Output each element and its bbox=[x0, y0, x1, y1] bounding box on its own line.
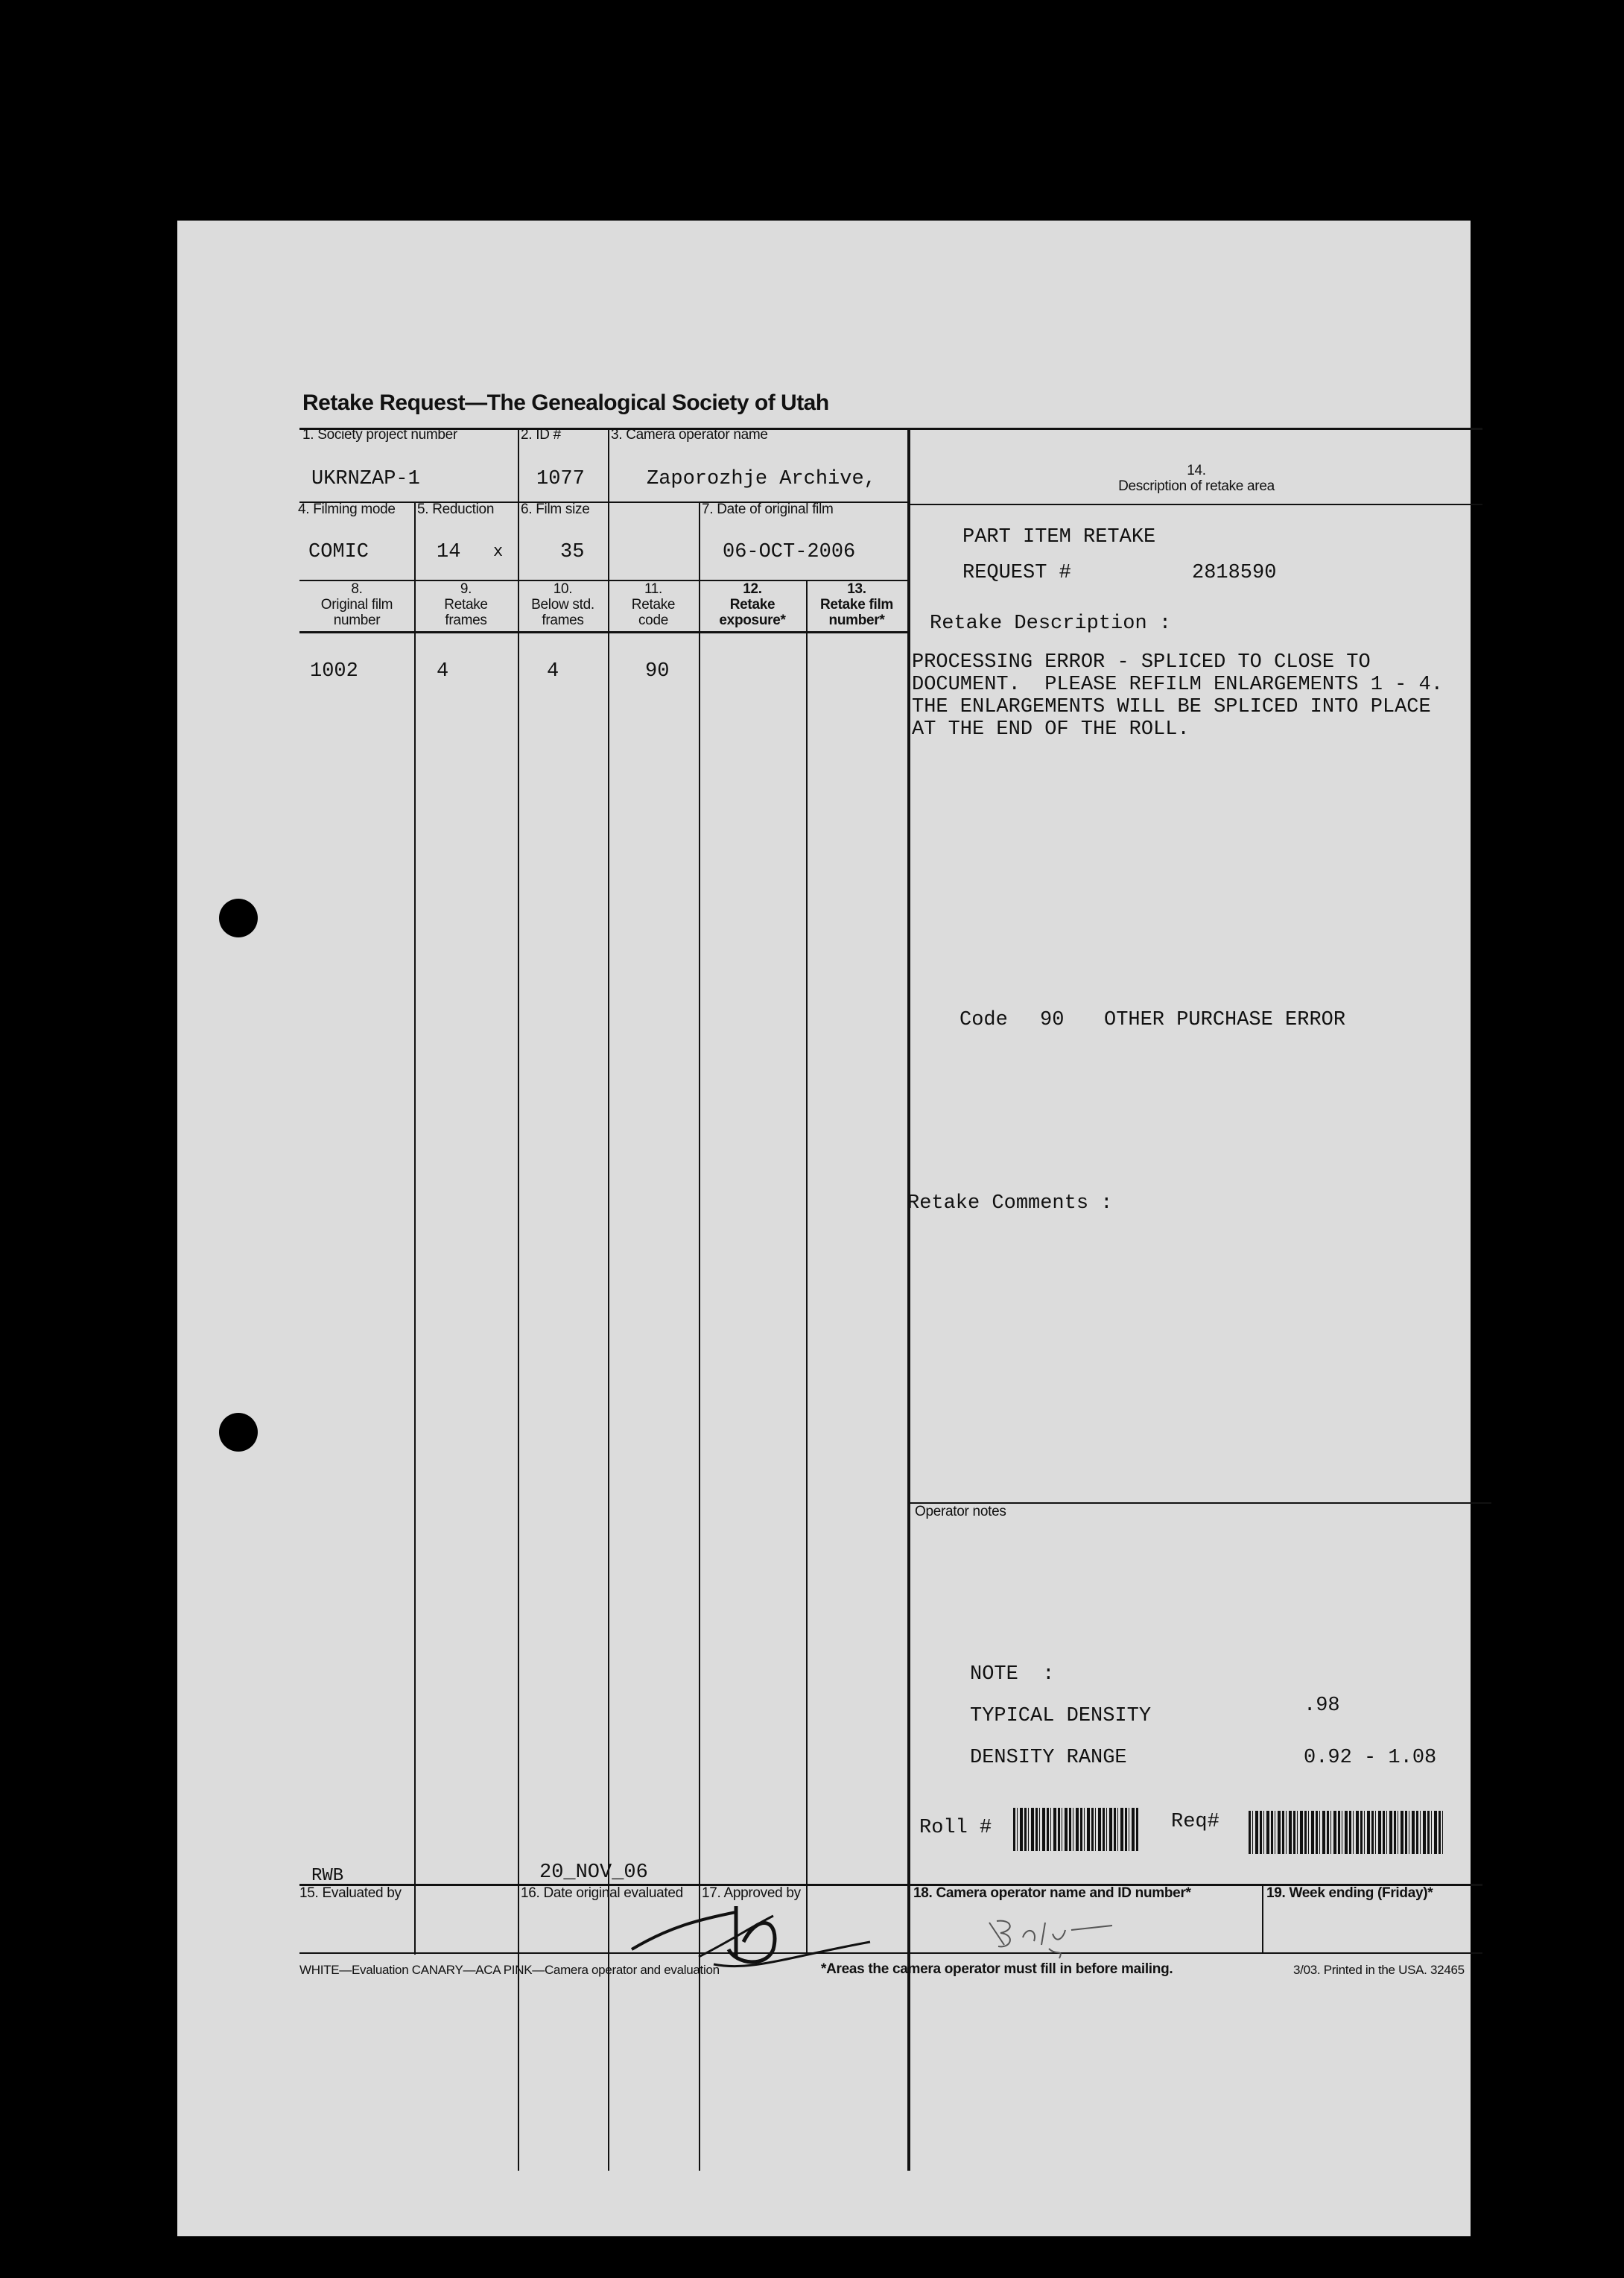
typical-density-value: .98 bbox=[1304, 1695, 1340, 1717]
label-camera-operator: 3. Camera operator name bbox=[611, 427, 768, 443]
date-evaluated-value: 20_NOV_06 bbox=[539, 1861, 648, 1884]
label-below-std-frames: 10. Below std. frames bbox=[531, 581, 594, 628]
binder-hole bbox=[219, 1413, 258, 1452]
divider bbox=[518, 429, 519, 2171]
form-paper bbox=[177, 221, 1471, 2236]
label-film-size: 6. Film size bbox=[521, 502, 590, 517]
id-number-value: 1077 bbox=[536, 468, 585, 490]
divider bbox=[1262, 1884, 1263, 1952]
retake-description-label: Retake Description : bbox=[930, 613, 1172, 635]
row-line bbox=[299, 631, 907, 633]
film-size-value: 35 bbox=[560, 541, 585, 563]
label-retake-exposure: 12. Retake exposure* bbox=[719, 581, 786, 628]
label-date-evaluated: 16. Date original evaluated bbox=[521, 1885, 683, 1901]
desc-line: PROCESSING ERROR - SPLICED TO CLOSE TO bbox=[912, 651, 1371, 674]
project-number-value: UKRNZAP-1 bbox=[311, 468, 420, 490]
footer-print-info: 3/03. Printed in the USA. 32465 bbox=[1293, 1963, 1465, 1977]
code-value: 90 bbox=[1040, 1009, 1065, 1031]
date-original-value: 06-OCT-2006 bbox=[723, 541, 856, 563]
label-reduction: 5. Reduction bbox=[417, 502, 495, 517]
form-title: Retake Request—The Genealogical Society of Utah bbox=[302, 390, 829, 415]
req-label: Req# bbox=[1171, 1811, 1219, 1833]
desc-line: THE ENLARGEMENTS WILL BE SPLICED INTO PLACE bbox=[912, 696, 1431, 718]
request-label: REQUEST # bbox=[962, 562, 1071, 584]
retake-code-value: 90 bbox=[645, 660, 670, 683]
binder-hole bbox=[219, 899, 258, 937]
label-operator-notes: Operator notes bbox=[915, 1504, 1006, 1519]
label-description-area: 14. Description of retake area bbox=[1118, 463, 1275, 494]
evaluated-by-value: RWB bbox=[311, 1866, 344, 1886]
footer-mail-note: *Areas the camera operator must fill in before mailing. bbox=[821, 1961, 1173, 1977]
label-evaluated-by: 15. Evaluated by bbox=[299, 1885, 402, 1901]
retake-frames-value: 4 bbox=[437, 660, 449, 683]
divider bbox=[414, 502, 416, 1955]
row-line bbox=[910, 504, 1482, 505]
code-label: Code bbox=[960, 1009, 1008, 1031]
label-approved-by: 17. Approved by bbox=[702, 1885, 801, 1901]
label-retake-film-number: 13. Retake film number* bbox=[819, 581, 894, 628]
panel-divider bbox=[907, 429, 910, 2171]
footer-copies: WHITE—Evaluation CANARY—ACA PINK—Camera operator and evaluation bbox=[299, 1963, 720, 1977]
below-std-frames-value: 4 bbox=[547, 660, 559, 683]
request-number: 2818590 bbox=[1192, 562, 1277, 584]
req-barcode bbox=[1249, 1811, 1444, 1854]
label-week-ending: 19. Week ending (Friday)* bbox=[1266, 1885, 1433, 1901]
camera-operator-value: Zaporozhje Archive, bbox=[647, 468, 876, 490]
desc-line: AT THE END OF THE ROLL. bbox=[912, 718, 1190, 741]
desc-line: DOCUMENT. PLEASE REFILM ENLARGEMENTS 1 - 4. bbox=[912, 674, 1443, 696]
density-range-label: DENSITY RANGE bbox=[970, 1747, 1127, 1769]
roll-label: Roll # bbox=[919, 1817, 992, 1839]
roll-barcode bbox=[1013, 1808, 1140, 1851]
bottom-rule bbox=[299, 1952, 1482, 1954]
label-retake-frames: 9. Retake frames bbox=[444, 581, 488, 628]
divider bbox=[806, 580, 808, 1955]
typical-density-label: TYPICAL DENSITY bbox=[970, 1705, 1152, 1727]
label-project-number: 1. Society project number bbox=[302, 427, 457, 443]
label-id: 2. ID # bbox=[521, 427, 561, 443]
top-rule bbox=[299, 428, 1482, 430]
density-range-value: 0.92 - 1.08 bbox=[1304, 1747, 1437, 1769]
label-date-original: 7. Date of original film bbox=[702, 502, 834, 517]
part-item-retake: PART ITEM RETAKE bbox=[962, 526, 1156, 548]
filming-mode-value: COMIC bbox=[308, 541, 369, 563]
note-label: NOTE : bbox=[970, 1663, 1055, 1686]
label-filming-mode: 4. Filming mode bbox=[298, 502, 396, 517]
reduction-value: 14 bbox=[437, 541, 461, 563]
original-film-number-value: 1002 bbox=[310, 660, 358, 683]
label-original-film-number: 8. Original film number bbox=[320, 581, 393, 628]
retake-comments-label: Retake Comments : bbox=[907, 1192, 1113, 1215]
label-camera-operator-id: 18. Camera operator name and ID number* bbox=[913, 1885, 1191, 1901]
divider bbox=[608, 580, 609, 1955]
reduction-x: x bbox=[493, 542, 504, 561]
label-retake-code: 11. Retake code bbox=[631, 581, 676, 628]
code-text: OTHER PURCHASE ERROR bbox=[1104, 1009, 1346, 1031]
camera-operator-signature bbox=[982, 1908, 1116, 1960]
